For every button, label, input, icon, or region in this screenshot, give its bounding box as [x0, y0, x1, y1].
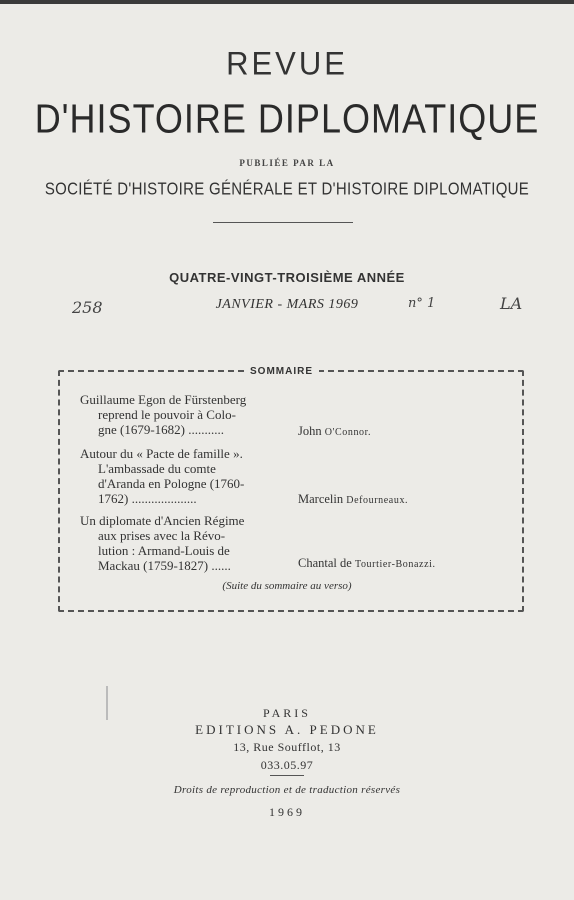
entry-line: reprend le pouvoir à Colo-	[98, 407, 236, 422]
author-first: Chantal de	[298, 556, 352, 570]
year-label: QUATRE-VINGT-TROISIÈME ANNÉE	[169, 270, 405, 285]
rights-notice: Droits de reproduction et de traduction réservés	[173, 784, 401, 796]
entry-line: aux prises avec la Révo-	[98, 528, 226, 543]
author-last: O'Connor.	[324, 427, 372, 438]
entry-line: Mackau (1759-1827) ......	[98, 558, 231, 573]
publisher-name: EDITIONS A. PEDONE	[195, 722, 379, 737]
entry-line: Guillaume Egon de Fürstenberg	[80, 392, 247, 407]
author-last: Tourtier-Bonazzi.	[354, 559, 436, 570]
journal-title: D'HISTOIRE DIPLOMATIQUE	[34, 95, 540, 142]
published-by: PUBLIÉE PAR LA	[239, 158, 335, 168]
entry-line: Autour du « Pacte de famille ».	[80, 446, 243, 461]
entry-author	[298, 492, 408, 507]
sommaire-continued: (Suite du sommaire au verso)	[222, 580, 352, 592]
entry-author	[298, 424, 371, 439]
entry-line: Un diplomate d'Ancien Régime	[80, 513, 245, 528]
sommaire-heading: SOMMAIRE	[244, 366, 319, 377]
author-first: Marcelin	[298, 492, 344, 506]
entry-line: lution : Armand-Louis de	[98, 543, 230, 558]
publication-year: 1969	[269, 805, 305, 819]
entry-line: gne (1679-1682) ...........	[98, 422, 225, 437]
society-name: SOCIÉTÉ D'HISTOIRE GÉNÉRALE ET D'HISTOIRE DIPLOMATIQUE	[44, 179, 530, 200]
issue-date: JANVIER - MARS 1969	[215, 297, 359, 312]
sommaire-entry	[80, 446, 244, 506]
sommaire-entry	[80, 392, 246, 437]
title-divider	[213, 222, 353, 223]
handwritten-number: 258	[72, 298, 103, 317]
entry-line: d'Aranda en Pologne (1760-	[98, 476, 245, 491]
handwritten-issue: n° 1	[408, 296, 436, 311]
entry-line: 1762) ....................	[98, 491, 197, 506]
author-first: John	[298, 424, 322, 438]
handwritten-mark: LA	[500, 294, 523, 313]
journal-word: REVUE	[226, 45, 348, 82]
publisher-city: PARIS	[263, 706, 311, 720]
footer-divider	[270, 775, 304, 776]
author-last: Defourneaux.	[346, 495, 409, 506]
top-border	[0, 0, 574, 4]
entry-line: L'ambassade du comte	[98, 461, 216, 476]
sommaire-entry	[80, 513, 244, 573]
publisher-address: 13, Rue Soufflot, 13	[233, 740, 341, 754]
entry-author	[298, 556, 436, 571]
publisher-phone: 033.05.97	[260, 758, 314, 772]
